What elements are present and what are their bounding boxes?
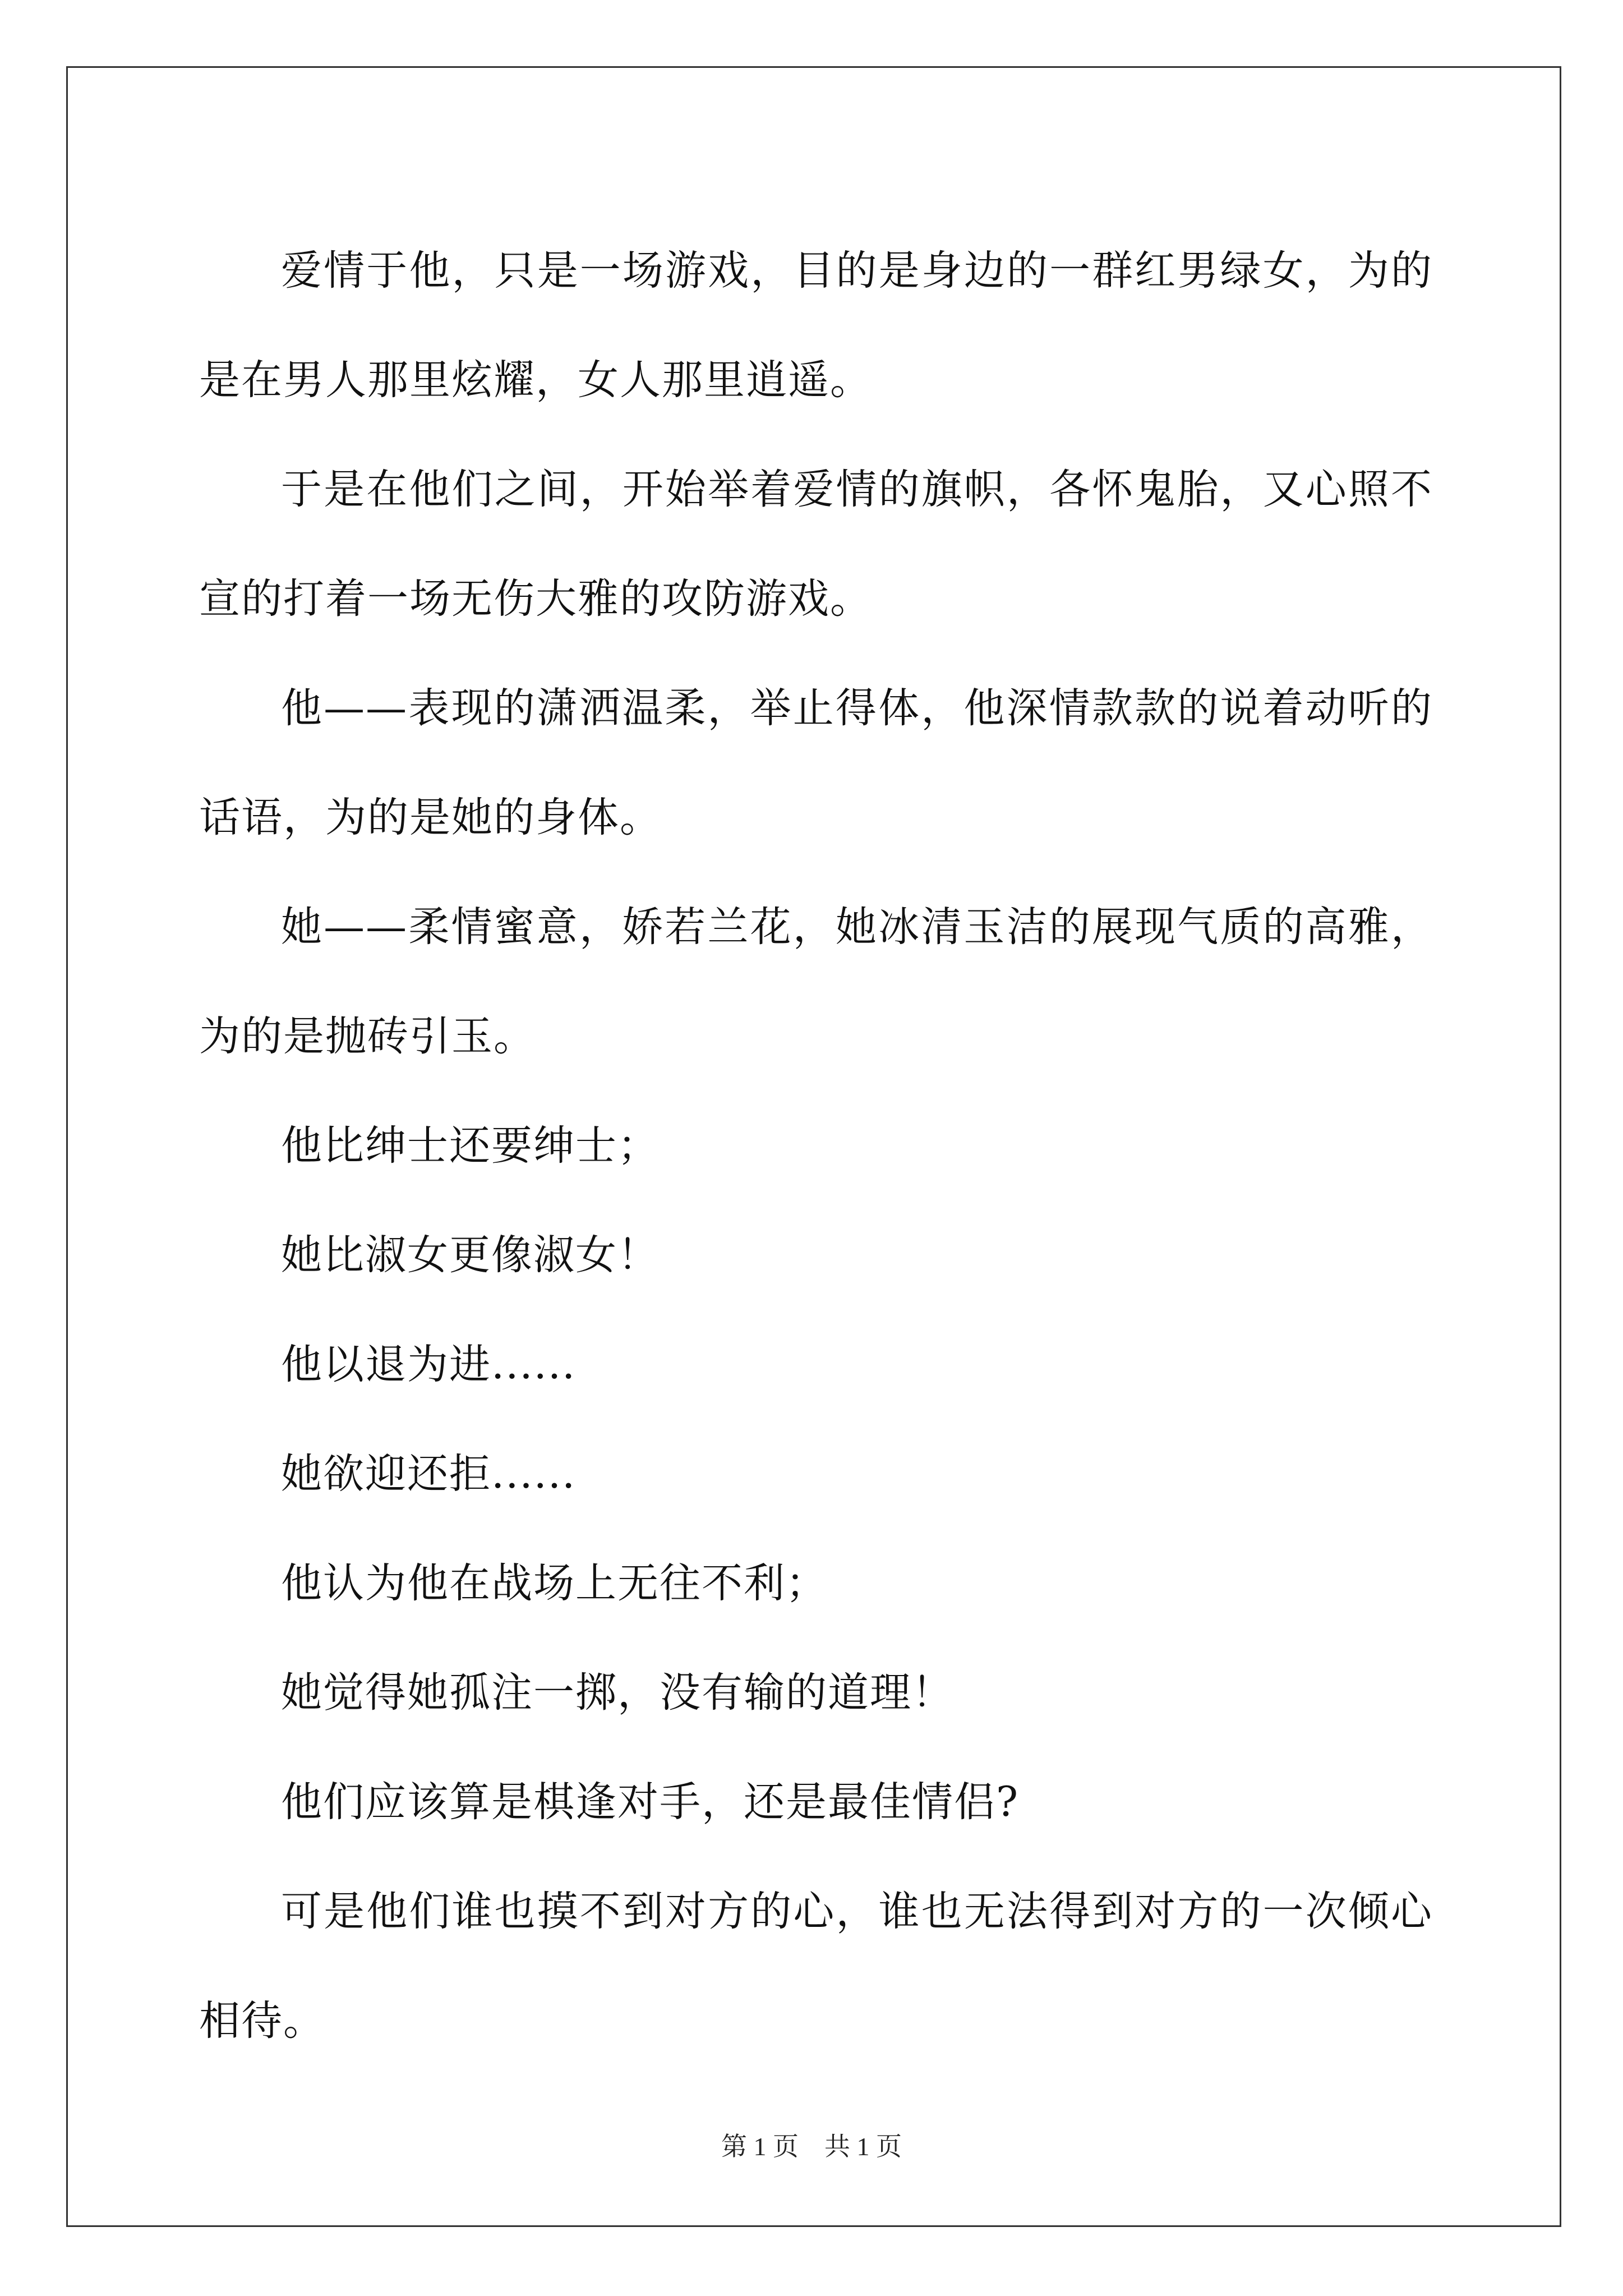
- paragraph: 爱情于他，只是一场游戏，目的是身边的一群红男绿女，为的是在男人那里炫耀，女人那里逍遥。: [199, 247, 1433, 404]
- paragraph: 他以退为进......: [281, 1341, 577, 1388]
- document-body: [199, 216, 1433, 2076]
- paragraph: 他比绅士还要绅士；: [281, 1122, 660, 1170]
- paragraph: 于是在他们之间，开始举着爱情的旗帜，各怀鬼胎，又心照不宣的打着一场无伤大雅的攻防游戏。: [199, 466, 1433, 623]
- page-footer: [0, 2126, 1623, 2163]
- paragraph: 他——表现的潇洒温柔，举止得体，他深情款款的说着动听的话语，为的是她的身体。: [199, 684, 1433, 841]
- paragraph: 她比淑女更像淑女！: [281, 1231, 660, 1279]
- paragraph: 她觉得她孤注一掷，没有输的道理！: [281, 1669, 954, 1717]
- paragraph: 他们应该算是棋逢对手，还是最佳情侣?: [281, 1778, 1020, 1826]
- paragraph: 她欲迎还拒......: [281, 1450, 577, 1498]
- paragraph: 她——柔情蜜意，娇若兰花，她冰清玉洁的展现气质的高雅，为的是抛砖引玉。: [199, 903, 1433, 1060]
- page-number-current: 第 1 页: [721, 2132, 799, 2161]
- page-number-total: 共 1 页: [824, 2132, 902, 2161]
- paragraph: 他认为他在战场上无往不利；: [281, 1559, 828, 1607]
- paragraph: 可是他们谁也摸不到对方的心，谁也无法得到对方的一次倾心相待。: [199, 1888, 1433, 2045]
